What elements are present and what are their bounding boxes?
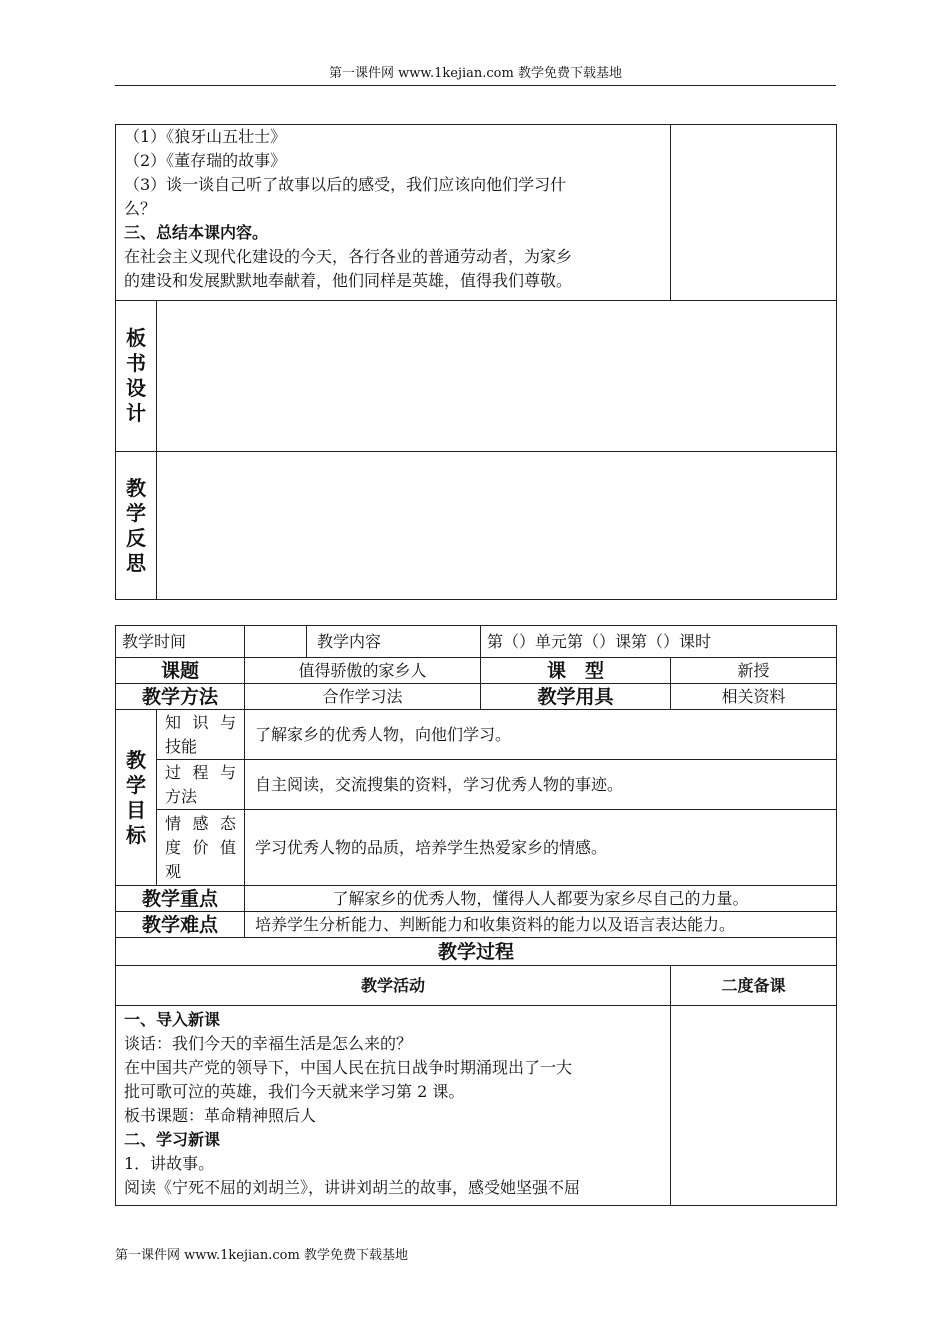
goal-process-label: 过 程 与 方法 [157,760,245,810]
intro-line: 板书课题：革命精神照后人 [124,1106,317,1125]
key-points-label: 教学重点 [116,886,245,912]
page-header: 第一课件网 www.1kejian.com 教学免费下载基地 [329,66,622,81]
teaching-time-label: 教学时间 [116,626,245,658]
board-design-content [157,301,837,452]
goal-process-text: 自主阅读，交流搜集的资料，学习优秀人物的事迹。 [245,760,837,810]
topic-value: 值得骄傲的家乡人 [245,658,481,684]
teaching-content-label: 教学内容 [307,626,481,658]
difficulties-value: 培养学生分析能力、判断能力和收集资料的能力以及语言表达能力。 [245,912,837,938]
goal-emotion-text: 学习优秀人物的品质，培养学生热爱家乡的情感。 [245,810,837,886]
goal-knowledge-text: 了解家乡的优秀人物，向他们学习。 [245,710,837,760]
content-line: （2）《董存瑞的故事》 [124,151,287,170]
intro-line: 批可歌可泣的英雄，我们今天就来学习第 2 课。 [124,1082,465,1101]
goal-emotion-label: 情 感 态 度 价 值 观 [157,810,245,886]
teaching-goals-label: 教 学 目 标 [116,710,157,886]
teaching-activities-header: 教学活动 [116,966,671,1006]
lesson-plan-table [115,625,837,1206]
second-prep-cell [671,125,837,301]
new-lesson-line: 阅读《宁死不屈的刘胡兰》，讲讲刘胡兰的故事，感受她坚强不屈 [124,1178,581,1197]
lesson-type-label: 课 型 [481,658,671,684]
topic-label: 课题 [116,658,245,684]
summary-line: 在社会主义现代化建设的今天，各行各业的普通劳动者，为家乡 [124,247,573,266]
content-line: （1）《狼牙山五壮士》 [124,127,287,146]
content-line: 么？ [124,199,157,218]
second-prep-content [671,1006,837,1206]
goal-knowledge-label: 知 识 与 技能 [157,710,245,760]
content-line: （3）谈一谈自己听了故事以后的感受，我们应该向他们学习什 [124,175,567,194]
teaching-activities-content [116,1006,671,1206]
page-footer: 第一课件网 www.1kejian.com 教学免费下载基地 [115,1248,408,1263]
teaching-process-title: 教学过程 [116,938,837,966]
board-design-label: 板 书 设 计 [116,301,157,452]
teaching-method-label: 教学方法 [116,684,245,710]
new-lesson-heading: 二、学习新课 [124,1130,221,1149]
summary-line: 的建设和发展默默地奉献着，他们同样是英雄，值得我们尊敬。 [124,271,573,290]
intro-heading: 一、导入新课 [124,1010,221,1029]
new-lesson-line: 1．讲故事。 [124,1154,215,1173]
lesson-type-value: 新授 [671,658,837,684]
intro-line: 谈话：我们今天的幸福生活是怎么来的？ [124,1034,413,1053]
teaching-time-value [245,626,307,658]
key-points-value: 了解家乡的优秀人物，懂得人人都要为家乡尽自己的力量。 [245,886,837,912]
difficulties-label: 教学难点 [116,912,245,938]
intro-line: 在中国共产党的领导下，中国人民在抗日战争时期涌现出了一大 [124,1058,573,1077]
teaching-method-value: 合作学习法 [245,684,481,710]
teaching-tools-label: 教学用具 [481,684,671,710]
continued-content-cell [116,125,671,301]
teaching-reflection-content [157,452,837,600]
teaching-reflection-label: 教 学 反 思 [116,452,157,600]
header-rule [115,85,836,86]
summary-heading: 三、总结本课内容。 [124,223,269,242]
teaching-tools-value: 相关资料 [671,684,837,710]
second-prep-header: 二度备课 [671,966,837,1006]
teaching-content-value: 第（）单元第（）课第（）课时 [481,626,837,658]
lesson-plan-continuation-table [115,124,837,600]
